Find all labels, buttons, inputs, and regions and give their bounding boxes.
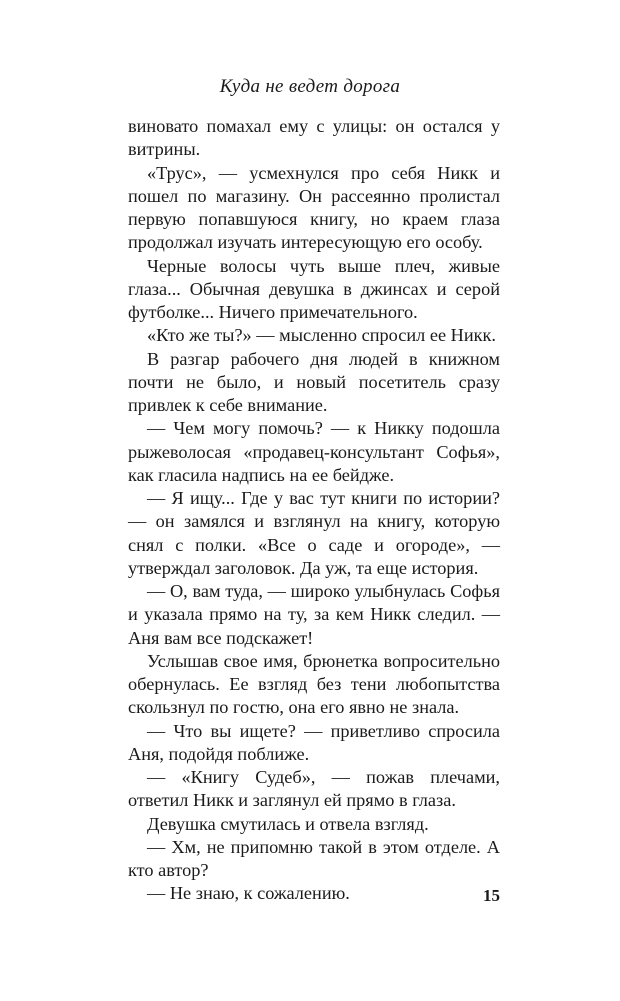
paragraph: — О, вам туда, — широко улыбнулась Софья и указала прямо на ту, за кем Никк следил. — Аня вам все подскажет! bbox=[128, 581, 500, 648]
paragraph: Услышав свое имя, брюнетка вопросительно обернулась. Ее взгляд без тени любопытства скользнул по гостю, она его явно не знала. bbox=[128, 650, 500, 718]
paragraph: — Что вы ищете? — приветливо спросила Аня, подойдя поближе. bbox=[128, 720, 500, 764]
paragraph: — Я ищу... Где у вас тут книги по истории? — он замялся и взглянул на книгу, которую снял с полки. «Все о саде и огороде», — утверждал заголовок. Да уж, та еще история. bbox=[128, 488, 500, 578]
paragraph: Черные волосы чуть выше плеч, живые глаза... Обычная девушка в джинсах и серой футболке... Ничего примечательного. bbox=[128, 255, 500, 322]
paragraph: — Не знаю, к сожалению. bbox=[147, 883, 350, 904]
paragraph: — Хм, не припомню такой в этом отделе. А кто автор? bbox=[128, 836, 500, 880]
paragraph: виновато помахал ему с улицы: он остался у витрины. bbox=[128, 116, 500, 160]
paragraph: «Кто же ты?» — мысленно спросил ее Никк. bbox=[147, 325, 496, 346]
paragraph: — «Книгу Судеб», — пожав плечами, ответил Никк и заглянул ей прямо в глаза. bbox=[128, 767, 500, 811]
body-text bbox=[128, 115, 500, 906]
paragraph: Девушка смутилась и отвела взгляд. bbox=[147, 813, 429, 834]
paragraph: — Чем могу помочь? — к Никку подошла рыжеволосая «продавец-консультант Софья», как гласила надпись на ее бейдже. bbox=[128, 418, 500, 485]
paragraph: В разгар рабочего дня людей в книжном почти не было, и новый посетитель сразу привлек к себе внимание. bbox=[128, 348, 500, 415]
paragraph: «Трус», — усмехнулся про себя Никк и пошел по магазину. Он рассеянно пролистал первую попавшуюся книгу, но краем глаза продолжал изучать интересующую его особу. bbox=[128, 162, 500, 253]
page-number: 15 bbox=[483, 886, 500, 905]
running-head: Куда не ведет дорога bbox=[219, 76, 401, 97]
